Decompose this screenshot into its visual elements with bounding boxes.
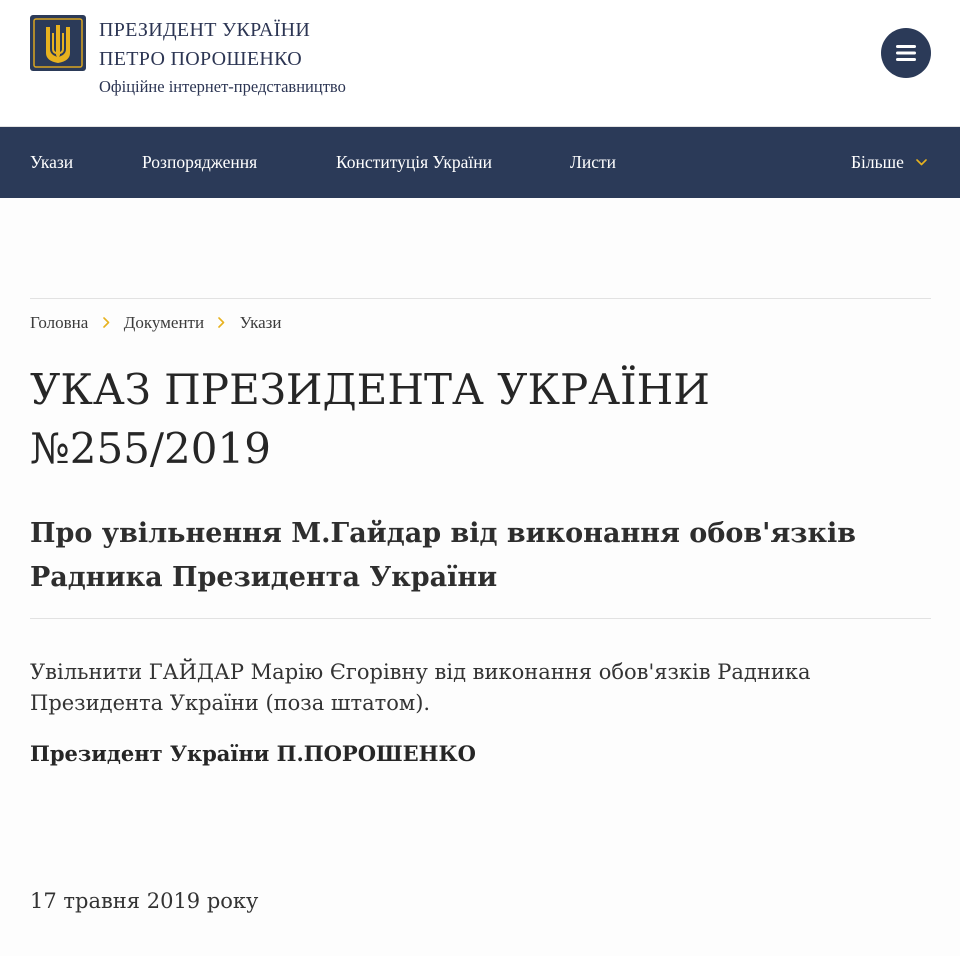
document-body: Увільнити ГАЙДАР Марію Єгорівну від виконання обов'язків Радника Президента України (поза штатом). [30,660,811,715]
breadcrumb-decrees[interactable]: Укази [239,313,282,332]
breadcrumb-documents[interactable]: Документи [123,313,205,332]
main-nav [0,127,960,198]
chevron-down-icon [916,159,927,166]
nav-item-decrees[interactable]: Укази [30,152,74,172]
divider [30,298,931,299]
divider [30,618,931,619]
site-header [0,0,960,127]
title-line-2: №255/2019 [30,424,271,473]
breadcrumb [30,311,282,335]
document-date: 17 травня 2019 року [30,889,259,913]
trident-coat-of-arms-icon[interactable] [30,15,86,71]
breadcrumb-home[interactable]: Головна [30,313,89,332]
nav-more-dropdown[interactable] [851,127,927,198]
title-line-1: УКАЗ ПРЕЗИДЕНТА УКРАЇНИ [30,365,710,414]
hamburger-menu-icon [896,45,916,61]
document-signature: Президент України П.ПОРОШЕНКО [30,741,476,766]
chevron-right-icon [218,317,225,328]
nav-item-constitution[interactable]: Конституція України [336,152,492,172]
hamburger-menu-button[interactable] [881,28,931,78]
nav-more-label: Більше [851,152,904,172]
brand[interactable] [99,16,346,100]
brand-name: ПЕТРО ПОРОШЕНКО [99,48,303,70]
document-subtitle: Про увільнення М.Гайдар від виконання обов'язків Радника Президента України [30,518,857,593]
nav-item-orders[interactable]: Розпорядження [142,152,258,172]
page-title [30,360,930,478]
nav-item-letters[interactable]: Листи [570,152,617,172]
chevron-right-icon [103,317,110,328]
brand-subtitle: Офіційне інтернет-представництво [99,77,346,96]
brand-title: ПРЕЗИДЕНТ УКРАЇНИ [99,19,311,41]
